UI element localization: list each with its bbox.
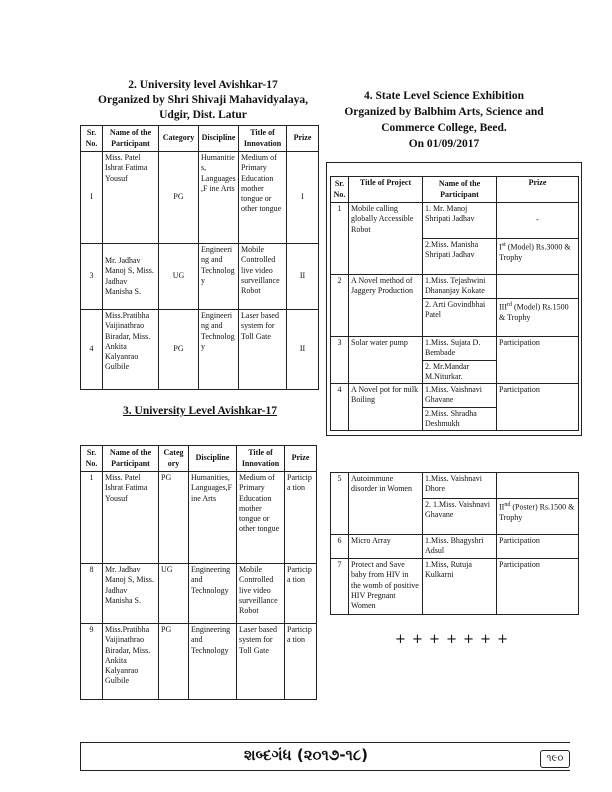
cell-sr: 6 (331, 535, 349, 559)
section-end-stars: + + + + + + + (395, 632, 510, 647)
col-header: Prize (497, 177, 579, 203)
section-4-heading (318, 88, 570, 152)
heading-line: 4. State Level Science Exhibition (363, 90, 525, 102)
avishkar-table-2 (80, 445, 317, 700)
cell-sr: 9 (81, 624, 103, 700)
cell-prize: Participa tion (285, 564, 317, 624)
cell-prize: Participa tion (285, 472, 317, 564)
footer-rule-bottom (80, 770, 570, 771)
col-header: Prize (285, 446, 317, 472)
cell-title: Mobile Controlled live video surveillance Robot (237, 564, 285, 624)
col-header: Title of Project (349, 177, 423, 203)
table-row (331, 384, 579, 408)
cell-title: Micro Array (349, 535, 423, 559)
col-header: Discipline (199, 126, 239, 152)
col-header: Sr. No. (81, 126, 103, 152)
cell-title: Medium of Primary Education mother tongue or other tongue (239, 152, 287, 244)
cell-title: Autoimmune disorder in Women (349, 473, 423, 535)
table-row (331, 559, 579, 615)
cell-prize (497, 499, 579, 535)
table-row (331, 535, 579, 559)
cell-name: Mr. Jadhav Manoj S, Miss. Jadhav Manisha S. (103, 244, 159, 310)
cell-prize: I (287, 152, 319, 244)
cell-sr: 8 (81, 564, 103, 624)
cell-name: 2. 1.Miss. Vaishnavi Ghavane (423, 499, 497, 535)
prize-rank-suffix: rd (507, 302, 512, 308)
col-header: Prize (287, 126, 319, 152)
cell-name: Miss. Patel Ishrat Fatima Yousuf (103, 152, 159, 244)
table-row (331, 203, 579, 239)
cell-discipline: Humanities, Languages,F ine Arts (189, 472, 237, 564)
page-number: ૧૯૦ (540, 750, 570, 768)
cell-prize: II (287, 310, 319, 390)
cell-prize: II (287, 244, 319, 310)
section-3-heading: 3. University Level Avishkar-17 (123, 405, 277, 417)
cell-title: Laser based system for Toll Gate (239, 310, 287, 390)
cell-name: Miss.Pratibha Vaijinathrao Biradar, Miss. Ankita Kalyanrao Gulbile (103, 310, 159, 390)
cell-sr: 4 (331, 384, 349, 431)
cell-title: Solar water pump (349, 337, 423, 384)
avishkar-table-1 (80, 125, 319, 390)
cell-name: Miss.Pratibha Vaijinathrao Biradar, Miss. Ankita Kalyanrao Gulbile (103, 624, 159, 700)
exhibition-table-2 (330, 472, 579, 615)
cell-name: Miss. Patel Ishrat Fatima Yousuf (103, 472, 159, 564)
cell-prize: Participation (497, 535, 579, 559)
footer-title: શબ્દગંધ (૨૦૧૭-૧૮) (243, 746, 368, 764)
footer-rule-top (80, 742, 570, 743)
table-row (81, 244, 319, 310)
col-header: Title of Innovation (239, 126, 287, 152)
cell-name: 1. Mr. Manoj Shripati Jadhav (423, 203, 497, 239)
cell-category: PG (159, 472, 189, 564)
cell-title: Mobile Controlled live video surveillance Robot (239, 244, 287, 310)
col-header: Name of the Participant (103, 126, 159, 152)
heading-line: On 01/09/2017 (408, 138, 480, 150)
cell-sr: 7 (331, 559, 349, 615)
prize-rank: I (499, 242, 502, 252)
cell-title: Medium of Primary Education mother tongue or other tongue (237, 472, 285, 564)
exhibition-table-1 (330, 176, 579, 431)
cell-sr: 1 (81, 472, 103, 564)
cell-discipline: Engineering and Technology (189, 624, 237, 700)
cell-name: 2.Miss. Shradha Deshmukh (423, 407, 497, 431)
col-header: Name of the Participant (423, 177, 497, 203)
cell-sr: I (81, 152, 103, 244)
cell-prize: Participation (497, 384, 579, 431)
cell-name: 1.Miss, Rutuja Kulkarni (423, 559, 497, 615)
section-2-heading (78, 78, 328, 123)
cell-name: 1.Miss. Bhagyshri Adsul (423, 535, 497, 559)
table-row (81, 152, 319, 244)
col-header: Sr. No. (81, 446, 103, 472)
table-row (81, 472, 317, 564)
table-row (81, 624, 317, 700)
table-row (331, 473, 579, 499)
cell-sr: 3 (331, 337, 349, 384)
cell-category: PG (159, 310, 199, 390)
col-header: Discipline (189, 446, 237, 472)
cell-prize: Participation (497, 337, 579, 384)
cell-sr: 2 (331, 275, 349, 337)
cell-name: 1.Miss. Vaishnavi Ghavane (423, 384, 497, 408)
cell-sr: 5 (331, 473, 349, 535)
cell-title: A Novel method of Jaggery Production (349, 275, 423, 337)
heading-line: 2. University level Avishkar-17 (128, 79, 278, 91)
cell-prize: Participation (497, 559, 579, 615)
prize-rank-suffix: st (501, 242, 506, 248)
cell-title: Laser based system for Toll Gate (237, 624, 285, 700)
table-row (81, 564, 317, 624)
prize-rank-suffix: nd (504, 502, 511, 508)
cell-sr: 4 (81, 310, 103, 390)
heading-line: Udgir, Dist. Latur (159, 109, 247, 121)
prize-rank: II (499, 502, 505, 512)
col-header: Title of Innovation (237, 446, 285, 472)
cell-name: 2. Mr.Mandar M.Niturkar. (423, 360, 497, 384)
cell-category: UG (159, 244, 199, 310)
cell-name: 1.Miss. Vaishnavi Dhore (423, 473, 497, 499)
cell-prize (497, 239, 579, 275)
cell-name: 1.Miss. Sujata D. Bembade (423, 337, 497, 361)
cell-name: 2.Miss. Manisha Shripati Jadhav (423, 239, 497, 275)
table-row (81, 310, 319, 390)
cell-prize: Participa tion (285, 624, 317, 700)
cell-category: PG (159, 152, 199, 244)
cell-title: Protect and Save baby from HIV in the womb of positive HIV Pregnant Women (349, 559, 423, 615)
col-header: Sr. No. (331, 177, 349, 203)
cell-prize (497, 275, 579, 299)
cell-name: 1.Miss. Tejashwini Dhananjay Kokate (423, 275, 497, 299)
cell-prize (497, 299, 579, 337)
heading-line: Organized by Shri Shivaji Mahavidyalaya, (98, 94, 308, 106)
cell-discipline: Engineering and Technology (199, 310, 239, 390)
cell-title: A Novel pot for milk Boiling (349, 384, 423, 431)
cell-title: Mobile calling globally Accessible Robot (349, 203, 423, 275)
col-header: Categ ory (159, 446, 189, 472)
cell-name: Mr. Jadhav Manoj S, Miss. Jadhav Manisha S. (103, 564, 159, 624)
col-header: Name of the Participant (103, 446, 159, 472)
prize-detail: (Model) Rs.1500 & Trophy (499, 302, 569, 322)
heading-line: Commerce College, Beed. (381, 122, 507, 134)
col-header: Category (159, 126, 199, 152)
prize-detail: (Model) Rs.3000 & Trophy (499, 242, 571, 262)
heading-line: Organized by Balbhim Arts, Science and (344, 106, 544, 118)
cell-discipline: Engineering and Technology (189, 564, 237, 624)
cell-sr: 3 (81, 244, 103, 310)
cell-discipline: Engineering and Technology (199, 244, 239, 310)
prize-detail: (Poster) Rs.1500 & Trophy (499, 502, 575, 522)
cell-category: PG (159, 624, 189, 700)
table-row (331, 337, 579, 361)
cell-discipline: Humanities, Languages,F ine Arts (199, 152, 239, 244)
table-row (331, 275, 579, 299)
cell-sr: 1 (331, 203, 349, 275)
cell-name: 2. Arti Govindbhai Patel (423, 299, 497, 337)
cell-prize: - (497, 203, 579, 239)
cell-prize (497, 473, 579, 499)
prize-rank: III (499, 302, 507, 312)
cell-category: UG (159, 564, 189, 624)
